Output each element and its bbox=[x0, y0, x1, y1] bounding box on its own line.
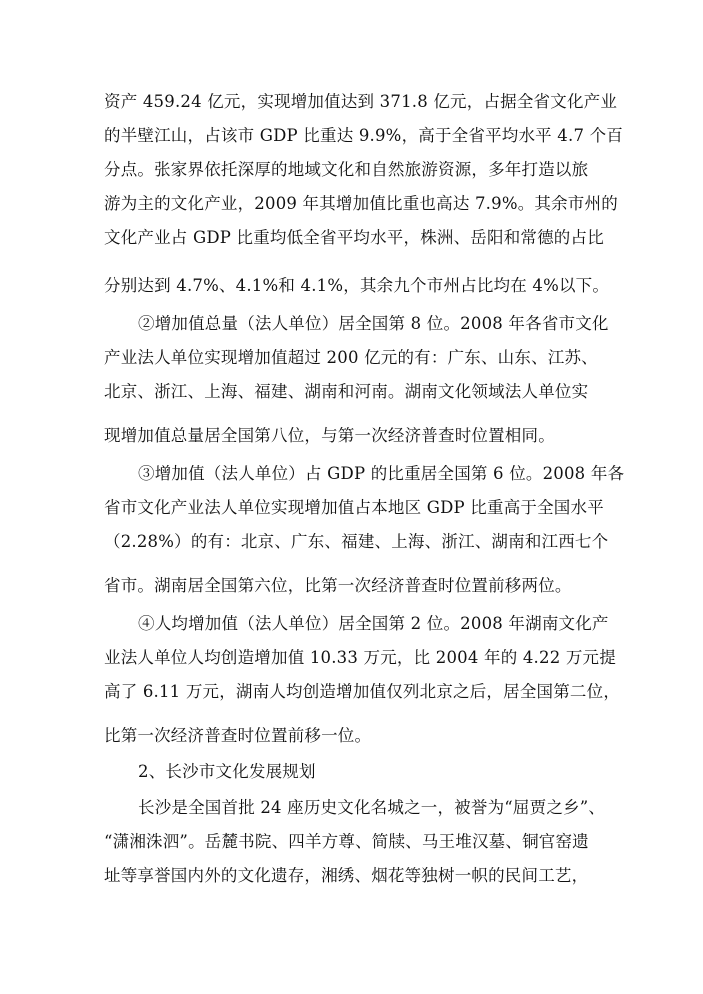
paragraph-start-line: ②增加值总量（法人单位）居全国第 8 位。2008 年各省市文化 bbox=[138, 314, 609, 333]
text-line: 业法人单位人均创造增加值 10.33 万元，比 2004 年的 4.22 万元提 bbox=[104, 648, 616, 667]
text-line: 比第一次经济普查时位置前移一位。 bbox=[104, 726, 372, 745]
text-line: 省市。湖南居全国第六位，比第一次经济普查时位置前移两位。 bbox=[104, 576, 572, 595]
text-line: 高了 6.11 万元，湖南人均创造增加值仅列北京之后，居全国第二位， bbox=[104, 682, 621, 701]
text-line: “潇湘洙泗”。岳麓书院、四羊方尊、简牍、马王堆汉墓、铜官窑遗 bbox=[104, 832, 589, 851]
text-line: （2.28%）的有：北京、广东、福建、上海、浙江、湖南和江西七个 bbox=[104, 532, 609, 551]
text-line: 分点。张家界依托深厚的地域文化和自然旅游资源，多年打造以旅 bbox=[104, 160, 589, 179]
paragraph-start-line: ③增加值（法人单位）占 GDP 的比重居全国第 6 位。2008 年各 bbox=[138, 464, 625, 483]
section-heading: 2、长沙市文化发展规划 bbox=[138, 762, 316, 781]
paragraph-start-line: 长沙是全国首批 24 座历史文化名城之一，被誉为“屈贾之乡”、 bbox=[138, 798, 606, 817]
text-line: 产业法人单位实现增加值超过 200 亿元的有：广东、山东、江苏、 bbox=[104, 348, 598, 367]
text-line: 北京、浙江、上海、福建、湖南和河南。湖南文化领域法人单位实 bbox=[104, 382, 589, 401]
text-line: 分别达到 4.7%、4.1%和 4.1%，其余九个市州占比均在 4%以下。 bbox=[104, 276, 610, 295]
text-line: 现增加值总量居全国第八位，与第一次经济普查时位置相同。 bbox=[104, 426, 555, 445]
paragraph-start-line: ④人均增加值（法人单位）居全国第 2 位。2008 年湖南文化产 bbox=[138, 614, 609, 633]
text-line: 文化产业占 GDP 比重均低全省平均水平，株洲、岳阳和常德的占比 bbox=[104, 228, 604, 247]
text-line: 省市文化产业法人单位实现增加值占本地区 GDP 比重高于全国水平 bbox=[104, 498, 604, 517]
text-line: 资产 459.24 亿元，实现增加值达到 371.8 亿元，占据全省文化产业 bbox=[104, 92, 618, 111]
text-line: 的半壁江山，占该市 GDP 比重达 9.9%，高于全省平均水平 4.7 个百 bbox=[104, 126, 623, 145]
text-line: 游为主的文化产业，2009 年其增加值比重也高达 7.9%。其余市州的 bbox=[104, 194, 618, 213]
text-line: 址等享誉国内外的文化遗存，湘绣、烟花等独树一帜的民间工艺， bbox=[104, 866, 589, 885]
